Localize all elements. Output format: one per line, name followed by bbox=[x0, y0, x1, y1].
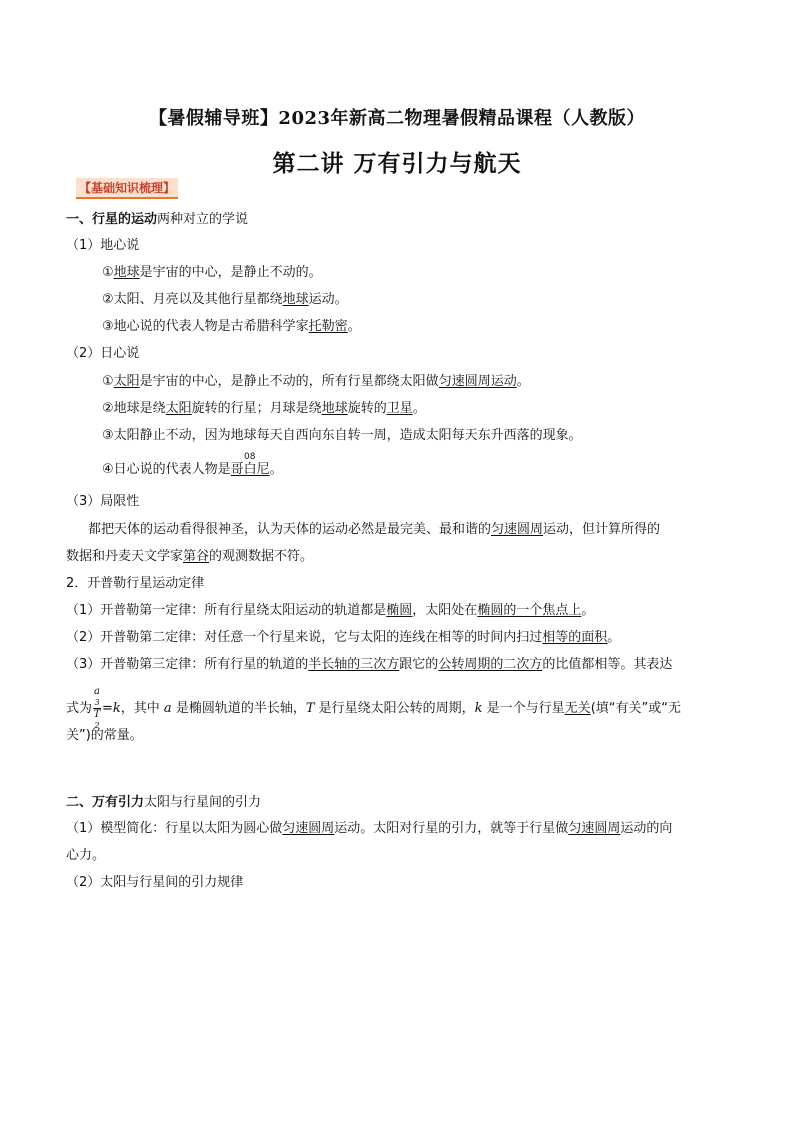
limitation-para-1: 都把天体的运动看得很神圣，认为天体的运动必然是最完美、最和谐的匀速圆周运动，但计算所得的 bbox=[88, 522, 661, 537]
limitation-para-2: 数据和丹麦天文学家第谷的观测数据不符。 bbox=[66, 549, 314, 564]
kepler-heading: 2．开普勒行星运动定律 bbox=[66, 576, 205, 591]
geocentric-item-3: ③地心说的代表人物是古希腊科学家托勒密。 bbox=[102, 319, 361, 334]
heliocentric-item-1: ①太阳是宇宙的中心，是静止不动的，所有行星都绕太阳做匀速圆周运动。 bbox=[102, 374, 530, 389]
kepler-law-1: （1）开普勒第一定律：所有行星绕太阳运动的轨道都是椭圆，太阳处在椭圆的一个焦点上。 bbox=[66, 603, 595, 618]
kepler-law-3-formula-line: 式为 a 3 T 2 =k，其中 a 是椭圆轨道的半长轴，T 是行星绕太阳公转的周期，k 是一个与行星无关(填“有关”或“无 bbox=[66, 686, 681, 730]
model-simplification-line-1: （1）模型简化：行星以太阳为圆心做匀速圆周运动。太阳对行星的引力，就等于行星做匀速圆周运动的向 bbox=[66, 821, 673, 836]
page-title: 【暑假辅导班】2023年新高二物理暑假精品课程（人教版） bbox=[148, 108, 646, 129]
geocentric-item-2: ②太阳、月亮以及其他行星都绕地球运动。 bbox=[102, 292, 348, 307]
gravitation-law-label: （2）太阳与行星间的引力规律 bbox=[66, 875, 244, 890]
limitation-label: （3）局限性 bbox=[66, 494, 140, 509]
kepler-law-3: （3）开普勒第三定律：所有行星的轨道的半长轴的三次方跟它的公转周期的二次方的比值都相等。其表达 bbox=[66, 657, 673, 672]
kepler-law-3-end: 关”)的常量。 bbox=[66, 728, 143, 743]
kepler-ratio-fraction: a 3 T 2 bbox=[93, 686, 101, 730]
inline-note: 08 bbox=[244, 452, 256, 462]
heliocentric-label: （2）日心说 bbox=[66, 346, 140, 361]
heliocentric-item-4: ④日心说的代表人物是哥白尼。 bbox=[102, 462, 283, 477]
model-simplification-line-2: 心力。 bbox=[66, 848, 106, 863]
lecture-title: 第二讲 万有引力与航天 bbox=[272, 151, 522, 177]
geocentric-item-1: ①地球是宇宙的中心，是静止不动的。 bbox=[102, 265, 322, 280]
section-heading-gravitation: 二、万有引力太阳与行星间的引力 bbox=[66, 795, 262, 810]
section-tag: 【基础知识梳理】 bbox=[76, 178, 178, 199]
kepler-law-2: （2）开普勒第二定律：对任意一个行星来说，它与太阳的连线在相等的时间内扫过相等的面积。 bbox=[66, 630, 621, 645]
geocentric-label: （1）地心说 bbox=[66, 238, 140, 253]
heliocentric-item-3: ③太阳静止不动，因为地球每天自西向东自转一周，造成太阳每天东升西落的现象。 bbox=[102, 428, 582, 443]
section-heading-planet-motion: 一、行星的运动两种对立的学说 bbox=[66, 212, 249, 227]
heliocentric-item-2: ②地球是绕太阳旋转的行星；月球是绕地球旋转的卫星。 bbox=[102, 401, 426, 416]
